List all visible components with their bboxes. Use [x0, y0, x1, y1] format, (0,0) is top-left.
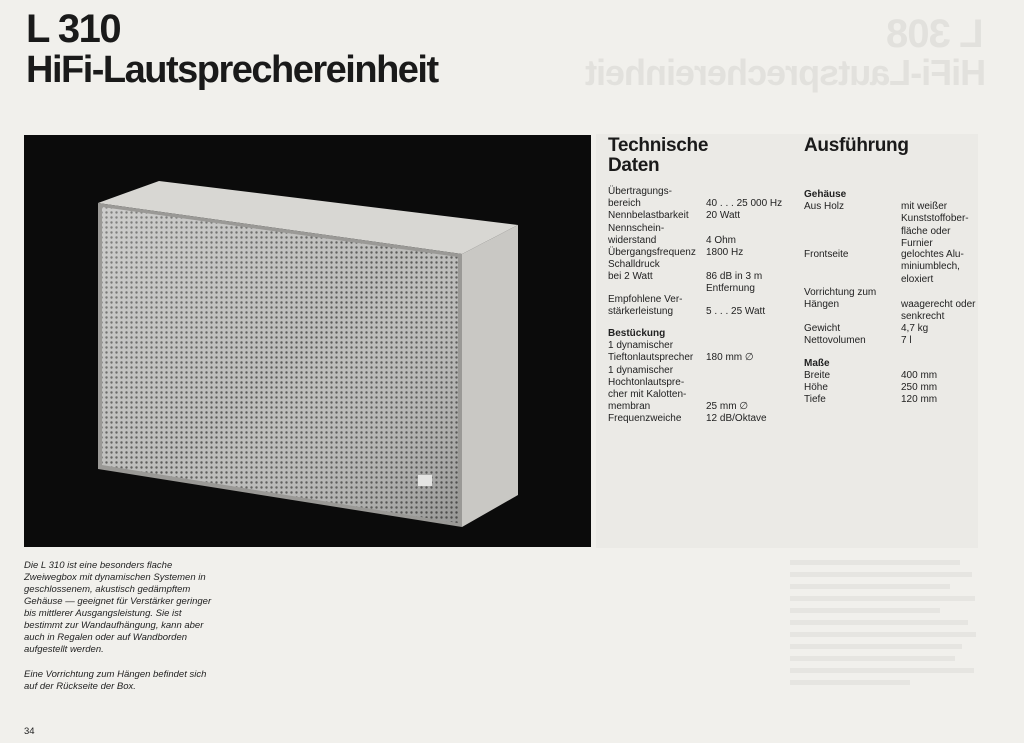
page-title: HiFi-Lautsprechereinheit [26, 49, 438, 91]
cabinet-side [462, 225, 518, 527]
description-paragraph: Die L 310 ist eine besonders flache Zweiwegbox mit dynamischen Systemen in geschlossenem, akustisch gedämpftem Gehäuse — geeignet für Verstärker geringer bis mittlerer Ausgangsleistung. Sie ist bestimmt zur Wandaufhängung, kann aber auch in Regalen oder auf Wandborden aufgestellt werden. [24, 560, 212, 655]
show-through-model: L 308 [887, 12, 984, 56]
speaker-illustration [24, 135, 591, 547]
spec-row: Übergangsfrequenz 1800 Hz [608, 247, 744, 259]
spec-row: Übertragungs- bereich 40 . . . 25 000 Hz [608, 186, 783, 210]
model-number: L 310 [26, 7, 121, 51]
spec-row: Empfohlene Ver- stärkerleistung 5 . . . 25 Watt [608, 293, 766, 317]
spec-row: Höhe 250 mm [804, 382, 938, 394]
spec-row: Nennbelastbarkeit 20 Watt [608, 210, 741, 222]
spec-row: Tiefe 120 mm [804, 394, 938, 406]
gehaeuse-heading: Gehäuse [804, 189, 847, 200]
technische-daten-list [608, 186, 798, 426]
ausfuehrung-heading: Ausführung [804, 135, 909, 156]
show-through-text [790, 560, 980, 692]
product-description [24, 560, 214, 706]
spec-row: Nettovolumen 7 l [804, 335, 912, 347]
masse-heading: Maße [804, 357, 830, 369]
spec-row: 1 dynamischer Hochtonlautspre- cher mit Kalotten- membran 25 mm ∅ [608, 364, 749, 413]
page-number: 34 [24, 726, 35, 737]
ausfuehrung-list [804, 189, 994, 406]
spec-row: Nennschein- widerstand 4 Ohm [608, 222, 737, 246]
show-through-title: HiFi-Lautsprechereinheit [585, 52, 986, 93]
spec-row: Aus Holz mit weißer Kunststoffober- fläche oder Furnier [804, 201, 969, 249]
spec-row: Gewicht 4,7 kg [804, 323, 929, 335]
technische-daten-heading: Technische Daten [608, 135, 709, 176]
spec-row: 1 dynamischer Tieftonlautsprecher 180 mm ∅ [608, 340, 754, 364]
brand-badge [418, 475, 432, 486]
spec-row: Breite 400 mm [804, 369, 938, 381]
spec-row: Vorrichtung zum Hängen waagerecht oder senkrecht [804, 287, 976, 323]
bestueckung-heading: Bestückung [608, 328, 666, 340]
spec-row: Frontseite gelochtes Alu- miniumblech, eloxiert [804, 249, 964, 285]
product-photo [24, 135, 591, 547]
description-paragraph: Eine Vorrichtung zum Hängen befindet sich auf der Rückseite der Box. [24, 669, 207, 692]
spec-row: Frequenzweiche 12 dB/Oktave [608, 413, 767, 425]
spec-row: Schalldruck bei 2 Watt 86 dB in 3 m Entfernung [608, 259, 763, 295]
